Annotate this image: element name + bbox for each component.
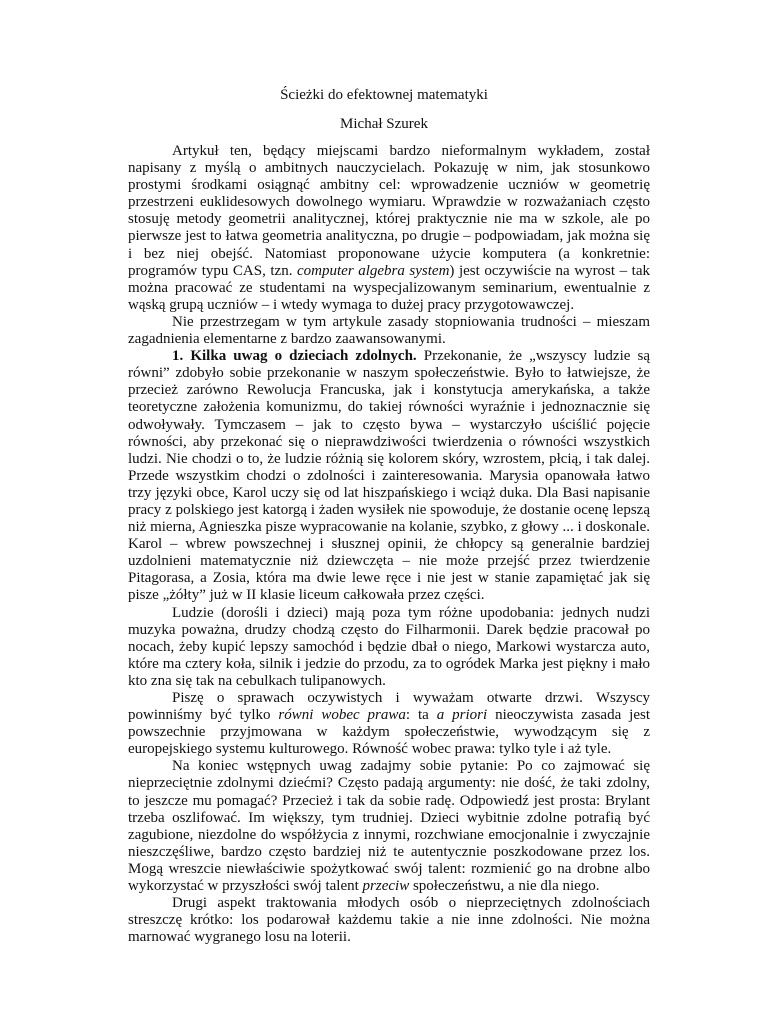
- italic-term: computer algebra system: [297, 262, 450, 279]
- document-title: Ścieżki do efektownej matematyki: [280, 87, 488, 103]
- italic-phrase: równi wobec prawa: [278, 707, 406, 724]
- paragraph-equality-law: Piszę o sprawach oczywistych i wyważam otwarte drzwi. Wszyscy powinniśmy być tylko równi wobec prawa: ta a priori nieoczywista zasada jest powszechnie przyjmowana w każdym społeczeństwie, wywodzącym się z europejskiego systemu kulturowego. Równość wobec prawa: tylko tyle i aż tyle.: [128, 690, 650, 758]
- section-heading: 1. Kilka uwag o dzieciach zdolnych.: [172, 348, 417, 365]
- paragraph-why-gifted: Na koniec wstępnych uwag zadajmy sobie pytanie: Po co zajmować się nieprzeciętnie zdolnymi dziećmi? Często padają argumenty: nie dość, że taki zdolny, to jeszcze mu pomagać? Przecież i tak da sobie radę. Odpowiedź jest prosta: Brylant trzeba oszlifować. Im większy, tym trudniej. Dzieci wybitnie zdolne potrafią być zagubione, niezdolne do współżycia z innymi, rozchwiane emocjonalnie i zwyczajnie nieszczęśliwe, bardzo często bardziej niż te autentycznie poszkodowane przez los. Mogą wreszcie niewłaściwie spożytkować swój talent: rozmienić go na drobne albo wykorzystać w przyszłości swój talent przeciw społeczeństwu, a nie dla niego.: [128, 758, 650, 895]
- paragraph-section-1: 1. Kilka uwag o dzieciach zdolnych. Przekonanie, że „wszyscy ludzie są równi” zdobyło sobie przekonanie w naszym społeczeństwie. Było to łatwiejsze, że przecież zarówno Rewolucja Francuska, jak i konstytucja amerykańska, a także teoretyczne założenia komunizmu, do takiej równości wyraźnie i jednoznacznie się odwoływały. Tymczasem – jak to często bywa – wystarczyło uściślić pojęcie równości, aby przekonać się o nieprawdziwości twierdzenia o równości wszystkich ludzi. Nie chodzi o to, że ludzie różnią się kolorem skóry, wzrostem, płcią, i tak dalej. Przede wszystkim chodzi o zdolności i zainteresowania. Marysia opanowała łatwo trzy języki obce, Karol uczy się od lat hiszpańskiego i wciąż duka. Dla Basi napisanie pracy z polskiego jest katorgą i żaden wysiłek nie spowoduje, że dostanie ocenę lepszą niż mierna, Agnieszka pisze wypracowanie na kolanie, szybko, z głowy ... i doskonale. Karol – wbrew powszechnej i słusznej opinii, że chłopcy są generalnie bardziej uzdolnieni matematycznie niż dziewczęta – nie może przejść przez twierdzenie Pitagorasa, a Zosia, która ma dwie lewe ręce i nie jest w stanie zapamiętać jak się pisze „żółty” już w II klasie liceum całkowała przez części.: [128, 348, 650, 604]
- article-body: [128, 143, 650, 946]
- paragraph-difficulty: Nie przestrzegam w tym artykule zasady stopniowania trudności – mieszam zagadnienia elementarne z bardzo zaawansowanymi.: [128, 313, 650, 348]
- paragraph-preferences: Ludzie (dorośli i dzieci) mają poza tym różne upodobania: jednych nudzi muzyka poważna, drudzy chodzą często do Filharmonii. Darek będzie pracował po nocach, żeby kupić lepszy samochód i będzie dbał o niego, Markowi wystarcza auto, które ma cztery koła, silnik i jedzie do przodu, za to ogródek Marka jest piękny i mało kto zna się tak na cebulkach tulipanowych.: [128, 604, 650, 689]
- italic-word: przeciw: [362, 878, 410, 895]
- italic-phrase: a priori: [436, 707, 488, 724]
- document-author: Michał Szurek: [340, 116, 428, 132]
- paragraph-second-aspect: Drugi aspekt traktowania młodych osób o nieprzeciętnych zdolnościach streszczę krótko: los podarował każdemu takie a nie inne zdolności. Nie można marnować wygranego losu na loterii.: [128, 895, 650, 946]
- paragraph-intro: Artykuł ten, będący miejscami bardzo nieformalnym wykładem, został napisany z myślą o ambitnych nauczycielach. Pokazuję w nim, jak stosunkowo prostymi środkami osiągnąć ambitny cel: wprowadzenie uczniów w geometrię przestrzeni euklidesowych dowolnego wymiaru. Wprawdzie w rozważaniach często stosuję metody geometrii analitycznej, której praktycznie nie ma w szkole, ale po pierwsze jest to łatwa geometria analityczna, po drugie – podpowiadam, jak można się i bez niej obejść. Natomiast proponowane użycie komputera (a konkretnie: programów typu CAS, tzn. computer algebra system) jest oczywiście na wyrost – tak można pracować ze studentami na wyspecjalizowanym seminarium, ewentualnie z wąską grupą uczniów – i wtedy wymaga to dużej pracy przygotowawczej.: [128, 143, 650, 313]
